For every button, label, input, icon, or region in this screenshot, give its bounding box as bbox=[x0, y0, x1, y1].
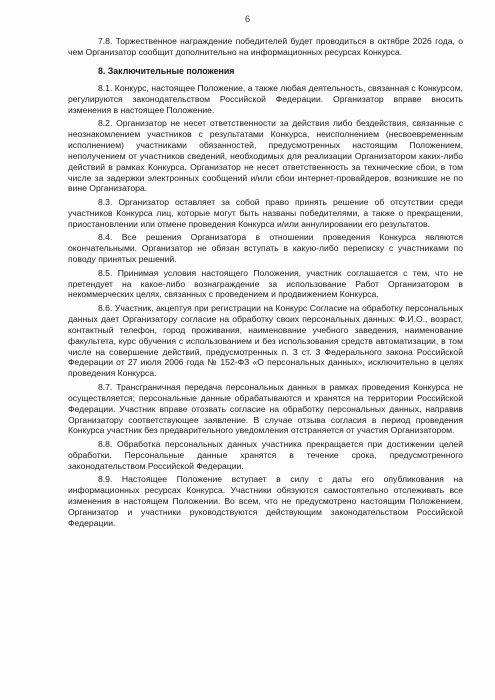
document-body bbox=[68, 36, 463, 531]
paragraph-8-8: 8.8. Обработка персональных данных участника прекращается при достижении целей обработки. Персональные данные хранятся в течение срока, предусмотренного законодательством Российской Федерации. bbox=[68, 438, 463, 471]
paragraph-7-8: 7.8. Торжественное награждение победителей будет проводиться в октябре 2026 года, о чем Организатор сообщит дополнительно на информационных ресурсах Конкурса. bbox=[68, 36, 463, 57]
paragraph-8-9: 8.9. Настоящее Положение вступает в силу с даты его опубликования на информационных ресурсах Конкурса. Участники обязуются самостоятельно отслеживать все изменения в настоящем Положении. Во всем, что не предусмотрено настоящим Положением, Организатор и участники руководствуются действующим законодательством Российской Федерации. bbox=[68, 474, 463, 528]
paragraph-8-5: 8.5. Принимая условия настоящего Положения, участник соглашается с тем, что не претендует на какое-либо вознаграждение за использование Работ Организатором в некоммерческих целях, связанных с проведением и продвижением Конкурса. bbox=[68, 267, 463, 300]
page-number: 6 bbox=[244, 14, 250, 24]
paragraph-8-6: 8.6. Участник, акцептуя при регистрации на Конкурс Согласие на обработку персональных данных дает Организатору согласие на обработку своих персональных данных: Ф.И.О., возраст, контактный телефон, город проживания, наименование учебного заведения, наименование факультета, курс обучения с использованием и без использования средств автоматизации, в том числе на совершение действий, предусмотренных п. 3 ст. 3 Федерального закона Российской Федерации от 27 июля 2006 года № 152-ФЗ «О персональных данных», исключительно в целях проведения Конкурса. bbox=[68, 302, 463, 379]
section-heading: 8. Заключительные положения bbox=[98, 65, 235, 76]
paragraph-8-3: 8.3. Организатор оставляет за собой право принять решение об отсутствии среди участников Конкурса лиц, которые могут быть названы победителями, а также о прекращении, приостановлении или отмене проведения Конкурса и/или аннулировании его результатов. bbox=[68, 196, 463, 229]
paragraph-8-2: 8.2. Организатор не несет ответственности за действия либо бездействия, связанные с неознакомлением участников с результатами Конкурса, неисполнением (несвоевременным исполнением) участниками обязанностей, предусмотренных настоящим Положением, неполучением от участников сведений, необходимых для реализации Организатором каких-либо действий в рамках Конкурса. Организатор не несет ответственность за технические сбои, в том числе за задержки электронных сообщений и/или сбои интернет-провайдеров, возникшие не по вине Организатора. bbox=[68, 118, 463, 194]
paragraph-8-4: 8.4. Все решения Организатора в отношении проведения Конкурса являются окончательными. Организатор не обязан вступать в какую-либо переписку с участниками по поводу принятых решений. bbox=[68, 232, 463, 265]
paragraph-8-7: 8.7. Трансграничная передача персональных данных в рамках проведения Конкурса не осуществляется; персональные данные обрабатываются и хранятся на территории Российской Федерации. Участник вправе отозвать согласие на обработку персональных данных, направив Организатору соответствующее заявление. В случае отзыва согласия в период проведения Конкурса участник без предварительного уведомления отстраняется от участия Организатором. bbox=[68, 381, 463, 436]
paragraph-8-1: 8.1. Конкурс, настоящее Положение, а также любая деятельность, связанная с Конкурсом, регулируются законодательством Российской Федерации. Организатор вправе вносить изменения в настоящее Положение. bbox=[68, 82, 463, 115]
